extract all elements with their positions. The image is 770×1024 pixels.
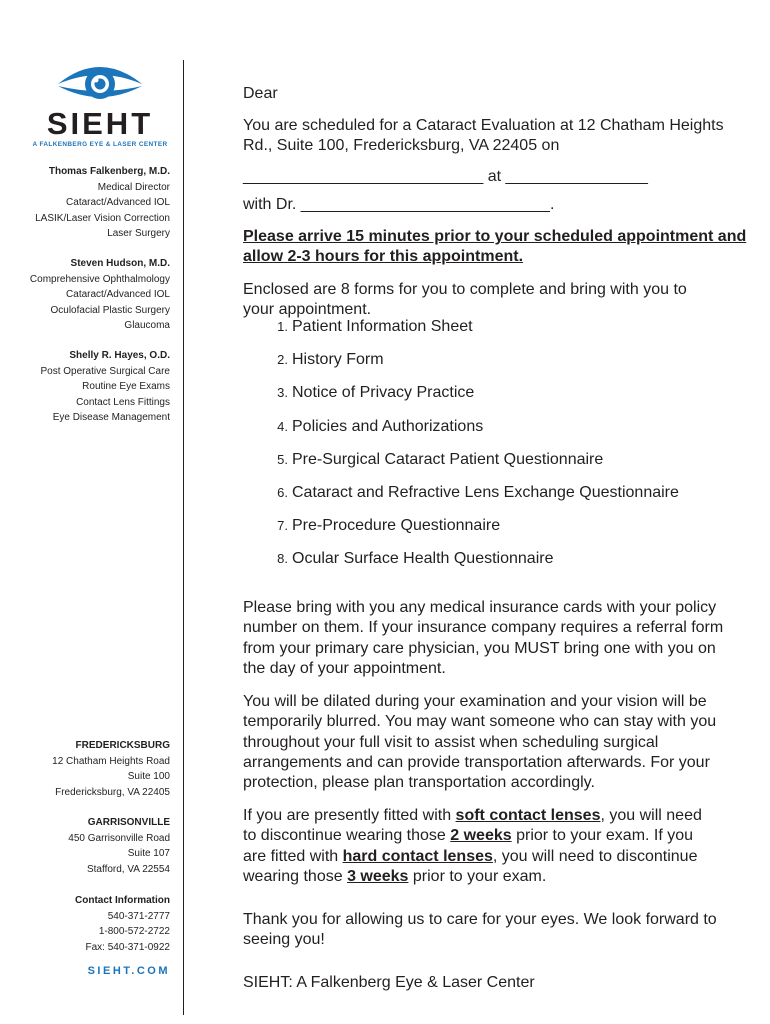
doctor-name: Thomas Falkenberg, M.D. bbox=[48, 166, 170, 177]
doctor-specialty: Routine Eye Exams bbox=[82, 381, 170, 392]
signature: SIEHT: A Falkenberg Eye & Laser Center bbox=[243, 974, 535, 991]
insurance-paragraph: Please bring with you any medical insurance cards with your policy number on them. If your insurance company requires a referral form from your primary care physician, you MUST bring one with you on the day of your appointment. bbox=[243, 599, 724, 677]
address-line: Suite 100 bbox=[127, 771, 170, 782]
phone-number: 1-800-572-2722 bbox=[98, 926, 170, 937]
scheduled-paragraph: You are scheduled for a Cataract Evaluation at 12 Chatham Heights Rd., Suite 100, Fredericksburg, VA 22405 on bbox=[243, 117, 724, 155]
address-line: 12 Chatham Heights Road bbox=[52, 755, 170, 767]
fax-number: Fax: 540-371-0922 bbox=[85, 941, 170, 953]
doctor-block bbox=[35, 164, 170, 242]
website-link[interactable]: SIEHT.COM bbox=[87, 965, 170, 977]
list-item: 1. Patient Information Sheet bbox=[277, 318, 473, 335]
enclosed-paragraph: Enclosed are 8 forms for you to complete and bring with you to your appointment. bbox=[243, 281, 687, 319]
doctor-specialty: Comprehensive Ophthalmology bbox=[29, 273, 170, 285]
brand-name: SIEHT bbox=[46, 106, 154, 141]
list-item: 7. Pre-Procedure Questionnaire bbox=[277, 517, 501, 535]
doctor-specialty: Medical Director bbox=[97, 181, 170, 193]
address-line: Stafford, VA 22554 bbox=[86, 863, 170, 875]
list-item: 2. History Form bbox=[277, 351, 384, 369]
list-item: 6. Cataract and Refractive Lens Exchange Questionnaire bbox=[277, 483, 679, 501]
doctor-specialty: Oculofacial Plastic Surgery bbox=[50, 304, 170, 316]
contact-lens-paragraph: If you are presently fitted with soft contact lenses, you will need to discontinue wearing those 2 weeks prior to your exam. If you are fitted with hard contact lenses, you will need to discontinue wearing those 3 weeks prior to your exam. bbox=[243, 807, 702, 885]
doctor-specialty: Contact Lens Fittings bbox=[76, 396, 170, 408]
date-time-blank: ___________________________ at ________________ bbox=[243, 168, 648, 185]
dilation-paragraph: You will be dilated during your examination and your vision will be temporarily blurred. You may want someone who can stay with you throughout your full visit to assist when scheduling surgical arrangements and can provide transportation afterwards. For your protection, please plan transportation accordingly. bbox=[243, 693, 717, 792]
address-line: Suite 107 bbox=[127, 848, 170, 859]
doctor-specialty: Glaucoma bbox=[124, 320, 170, 331]
doctor-name: Shelly R. Hayes, O.D. bbox=[69, 350, 170, 361]
brand-tagline: A FALKENBERG EYE & LASER CENTER bbox=[32, 141, 168, 148]
doctor-specialty: LASIK/Laser Vision Correction bbox=[35, 212, 170, 224]
list-item: 8. Ocular Surface Health Questionnaire bbox=[277, 550, 554, 568]
contact-title: Contact Information bbox=[75, 895, 170, 906]
doctor-blank: with Dr. ____________________________. bbox=[243, 196, 555, 213]
forms-list bbox=[243, 316, 679, 582]
arrive-notice: Please arrive 15 minutes prior to your scheduled appointment and allow 2-3 hours for this appointment. bbox=[243, 228, 747, 266]
list-item: 4. Policies and Authorizations bbox=[277, 417, 484, 435]
location-block bbox=[68, 815, 170, 877]
greeting: Dear bbox=[243, 85, 278, 102]
location-block bbox=[52, 738, 170, 800]
location-name: FREDERICKSBURG bbox=[75, 740, 170, 751]
address-line: 450 Garrisonville Road bbox=[68, 832, 170, 844]
doctor-specialty: Eye Disease Management bbox=[52, 412, 170, 423]
doctor-specialty: Cataract/Advanced IOL bbox=[66, 289, 170, 300]
doctor-block bbox=[40, 348, 170, 426]
sieht-logo bbox=[28, 58, 172, 148]
thanks-paragraph: Thank you for allowing us to care for your eyes. We look forward to seeing you! bbox=[243, 911, 717, 949]
doctor-specialty: Post Operative Surgical Care bbox=[40, 365, 170, 377]
phone-number: 540-371-2777 bbox=[107, 910, 170, 922]
doctor-specialty: Cataract/Advanced IOL bbox=[66, 197, 170, 208]
doctor-name: Steven Hudson, M.D. bbox=[70, 258, 170, 269]
eye-logo-icon bbox=[58, 67, 142, 99]
address-line: Fredericksburg, VA 22405 bbox=[55, 786, 170, 798]
doctor-specialty: Laser Surgery bbox=[107, 228, 170, 239]
doctor-block bbox=[30, 256, 170, 334]
contact-block bbox=[75, 893, 170, 955]
list-item: 5. Pre-Surgical Cataract Patient Questionnaire bbox=[277, 450, 604, 468]
sidebar-divider bbox=[183, 60, 184, 1015]
list-item: 3. Notice of Privacy Practice bbox=[277, 384, 475, 402]
location-name: GARRISONVILLE bbox=[87, 817, 170, 828]
